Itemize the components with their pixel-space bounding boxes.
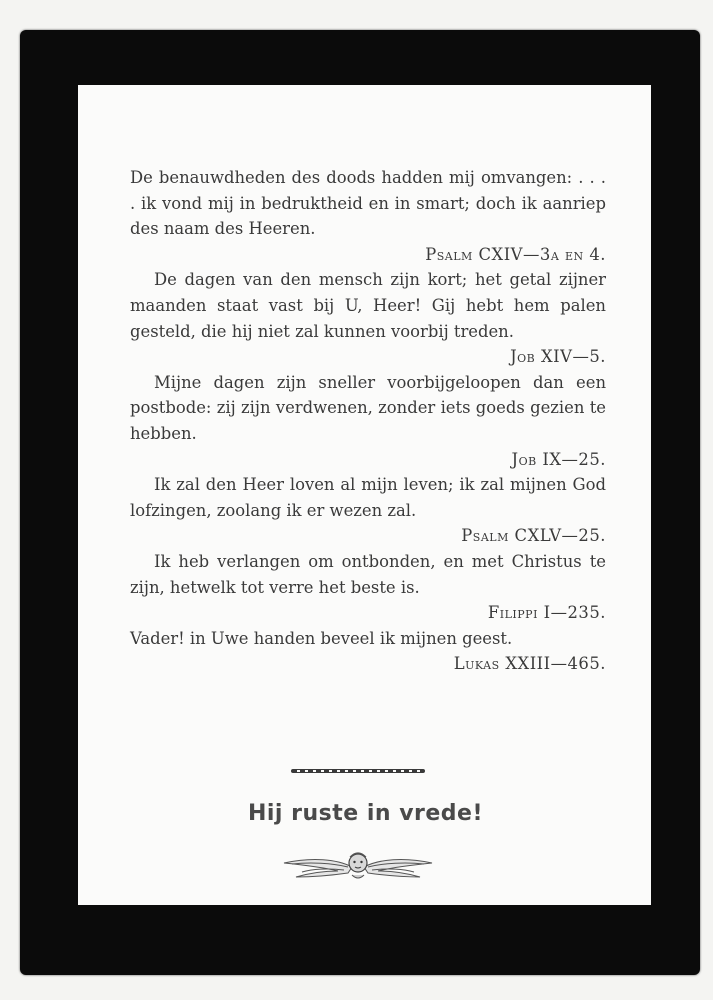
verse-text: Ik heb verlangen om ontbonden, en met Christus te zijn, hetwelk tot verre het beste is. — [130, 551, 606, 597]
verse-reference: Filippi I—235. — [487, 603, 606, 623]
verse-text: Vader! in Uwe handen beveel ik mijnen geest. — [130, 628, 513, 648]
verse-text: De benauwdheden des doods hadden mij omvangen: . . . . ik vond mij in bedruktheid en in smart; doch ik aanriep des naam des Heeren. — [130, 168, 606, 239]
winged-cherub-icon — [282, 845, 434, 887]
verse-reference: Job IX—25. — [511, 449, 606, 469]
verse-reference: Job XIV—5. — [510, 347, 606, 367]
verse-text: Mijne dagen zijn sneller voorbijgeloopen dan een postbode: zij zijn verdwenen, zonder iets goeds gezien te hebben. — [130, 372, 606, 443]
verse-text: Ik zal den Heer loven al mijn leven; ik zal mijnen God lofzingen, zoolang ik er wezen zal. — [130, 475, 606, 520]
verse-reference: Psalm CXLV—25. — [461, 526, 606, 546]
ornamental-divider — [291, 768, 425, 774]
mourning-card — [20, 30, 700, 975]
closing-line: Hij ruste in vrede! — [247, 801, 484, 826]
card-inner-panel — [78, 85, 651, 905]
verse-reference: Psalm CXIV—3a en 4. — [425, 244, 606, 264]
verse-reference: Lukas XXIII—465. — [453, 654, 606, 674]
verse-text: De dagen van den mensch zijn kort; het getal zijner maanden staat vast bij U, Heer! Gij hebt hem palen gesteld, die hij niet zal kunnen voorbij treden. — [130, 270, 606, 341]
verses-block — [130, 165, 606, 677]
